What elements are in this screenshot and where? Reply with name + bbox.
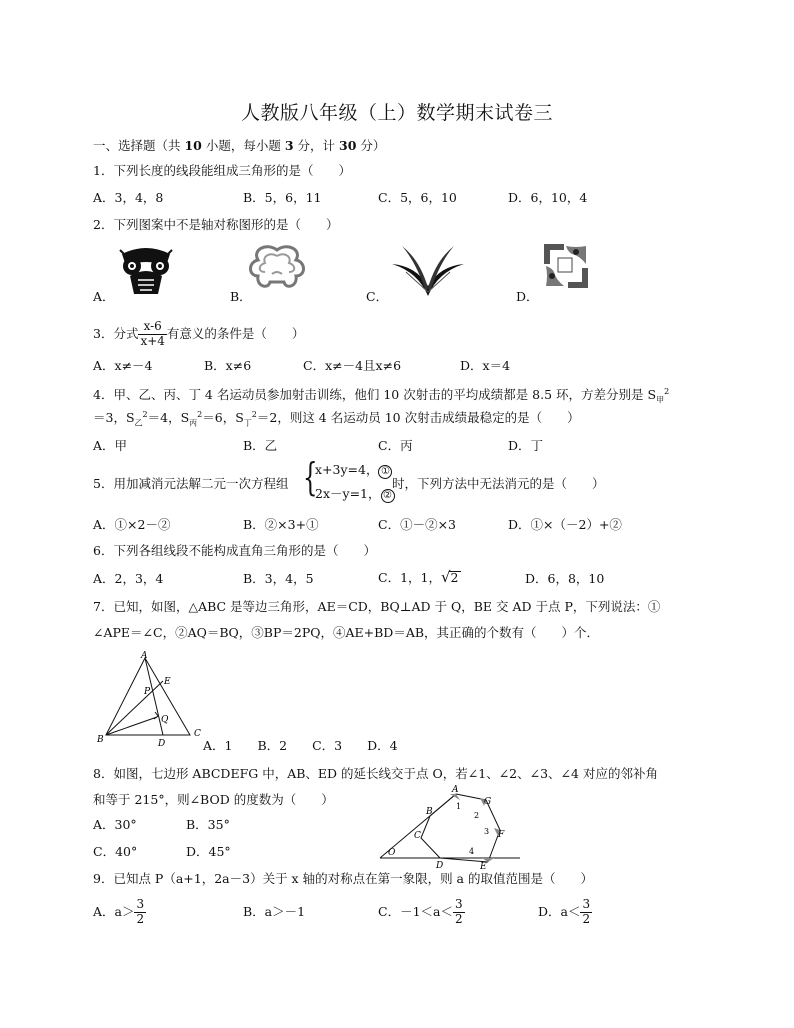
- q8-option-a[interactable]: A．30°: [93, 817, 137, 832]
- question-1: 1．下列长度的线段能组成三角形的是（ ）: [93, 163, 351, 178]
- q7-options[interactable]: A．1 B．2 C．3 D．4: [203, 738, 398, 753]
- q1-option-c[interactable]: C．5，6，10: [378, 190, 457, 205]
- label-3: 3: [484, 827, 490, 836]
- label-a: A: [452, 785, 459, 795]
- question-7-line-1: 7．已知，如图，△ABC 是等边三角形，AE＝CD，BQ⊥AD 于 Q，BE 交 AD 于点 P，下列说法：①: [93, 599, 661, 614]
- label-b: B: [426, 807, 433, 817]
- q2-option-a[interactable]: A．: [93, 289, 115, 304]
- q5-equation-1: x+3y=4， ①: [315, 464, 392, 479]
- question-2: 2．下列图案中不是轴对称图形的是（ ）: [93, 217, 339, 232]
- q2-option-b[interactable]: B．: [230, 289, 252, 304]
- q5-option-c[interactable]: C．①－②×3: [378, 517, 456, 532]
- question-8-line-1: 8．如图，七边形 ABCDEFG 中，AB、ED 的延长线交于点 O，若∠1、∠2、∠3、∠4 对应的邻补角: [93, 766, 658, 781]
- question-5-suffix: 时，下列方法中无法消元的是（ ）: [392, 476, 605, 491]
- q9-option-a[interactable]: A．a＞ $\frac{3}{2}$: [93, 897, 145, 926]
- q4-option-c[interactable]: C．丙: [378, 438, 413, 453]
- label-q: Q: [161, 715, 169, 725]
- q5-option-a[interactable]: A．①×2－②: [93, 517, 171, 532]
- q8-option-b[interactable]: B．35°: [186, 817, 230, 832]
- q3-option-b[interactable]: B．x≠6: [204, 358, 252, 373]
- q5-option-d[interactable]: D．①×（－2）+②: [508, 517, 622, 532]
- heptagon-figure: [376, 780, 526, 870]
- label-f: F: [498, 830, 505, 840]
- q6-option-b[interactable]: B．3，4，5: [243, 571, 314, 586]
- question-5-prefix: 5．用加减消元法解二元一次方程组: [93, 476, 289, 491]
- q3-option-d[interactable]: D．x＝4: [460, 358, 511, 373]
- section-heading: 一、选择题（共 10 小题，每小题 3 分，计 30 分）: [93, 138, 386, 153]
- q8-option-d[interactable]: D．45°: [186, 844, 231, 859]
- q4-option-b[interactable]: B．乙: [243, 438, 278, 453]
- label-e: E: [164, 677, 171, 687]
- label-c: C: [194, 729, 201, 739]
- label-o: O: [388, 848, 396, 858]
- q8-option-c[interactable]: C．40°: [93, 844, 138, 859]
- question-7-line-2: ∠APE＝∠C，②AQ＝BQ，③BP＝2PQ，④AE+BD＝AB，其正确的个数有（ ）个．: [93, 625, 600, 640]
- q5-option-b[interactable]: B．②×3+①: [243, 517, 319, 532]
- triangle-figure: [92, 650, 208, 750]
- label-d: D: [436, 861, 444, 870]
- q1-option-d[interactable]: D．6，10，4: [508, 190, 588, 205]
- q4-option-a[interactable]: A．甲: [93, 438, 128, 453]
- q6-option-d[interactable]: D．6，8，10: [525, 571, 605, 586]
- label-c: C: [414, 831, 421, 841]
- q4-option-d[interactable]: D．丁: [508, 438, 544, 453]
- q6-option-c[interactable]: C．1，1，√2: [378, 568, 459, 586]
- question-6: 6．下列各组线段不能构成直角三角形的是（ ）: [93, 543, 376, 558]
- equation-brace: {: [303, 455, 318, 499]
- q3-option-c[interactable]: C．x≠－4且x≠6: [303, 358, 402, 373]
- label-e: E: [480, 862, 487, 870]
- question-4-line-2: ＝3，$S_乙^2=4$，$S_丙^2=6$，$S_丁^2=2$，则这 4 名运动员 10 次射击成绩最稳定的是（ ）: [93, 410, 580, 428]
- question-9: 9．已知点 P（a+1，2a－3）关于 x 轴的对称点在第一象限，则 a 的取值范围是（ ）: [93, 871, 593, 886]
- pattern-a-image: [116, 244, 176, 298]
- page-title: 人教版八年级（上）数学期末试卷三: [240, 102, 553, 124]
- q3-fraction: $\frac{x-6}{x+4}$: [140, 319, 165, 348]
- question-3: 3．分式 $\frac{x-6}{x+4}$ 有意义的条件是（ ）: [93, 319, 305, 348]
- q5-equation-2: 2x－y=1， ②: [315, 488, 395, 503]
- label-2: 2: [474, 811, 480, 820]
- q9-option-c[interactable]: C．－1＜a＜ $\frac{3}{2}$: [378, 897, 463, 926]
- q1-option-b[interactable]: B．5，6，11: [243, 190, 322, 205]
- q6-option-a[interactable]: A．2，3，4: [93, 571, 164, 586]
- label-d: D: [158, 739, 166, 749]
- label-b: B: [97, 735, 104, 745]
- label-4: 4: [469, 847, 475, 856]
- q2-option-d[interactable]: D．: [516, 289, 539, 304]
- label-p: P: [144, 687, 151, 697]
- label-1: 1: [456, 802, 462, 811]
- question-8-line-2: 和等于 215°，则∠BOD 的度数为（ ）: [93, 792, 334, 807]
- q9-option-b[interactable]: B．a＞－1: [243, 904, 306, 919]
- pattern-c-image: [388, 242, 468, 298]
- q1-option-a[interactable]: A．3，4，8: [93, 190, 164, 205]
- pattern-d-image: [542, 242, 590, 290]
- question-4-line-1: 4．甲、乙、丙、丁 4 名运动员参加射击训练，他们 10 次射击的平均成绩都是 8.5 环，方差分别是 $S_甲^2$: [93, 387, 670, 405]
- label-a: A: [141, 651, 148, 661]
- q9-option-d[interactable]: D．a＜ $\frac{3}{2}$: [538, 897, 591, 926]
- label-g: G: [484, 797, 492, 807]
- q3-option-a[interactable]: A．x≠－4: [93, 358, 153, 373]
- q2-option-c[interactable]: C．: [366, 289, 389, 304]
- pattern-b-image: [246, 244, 308, 296]
